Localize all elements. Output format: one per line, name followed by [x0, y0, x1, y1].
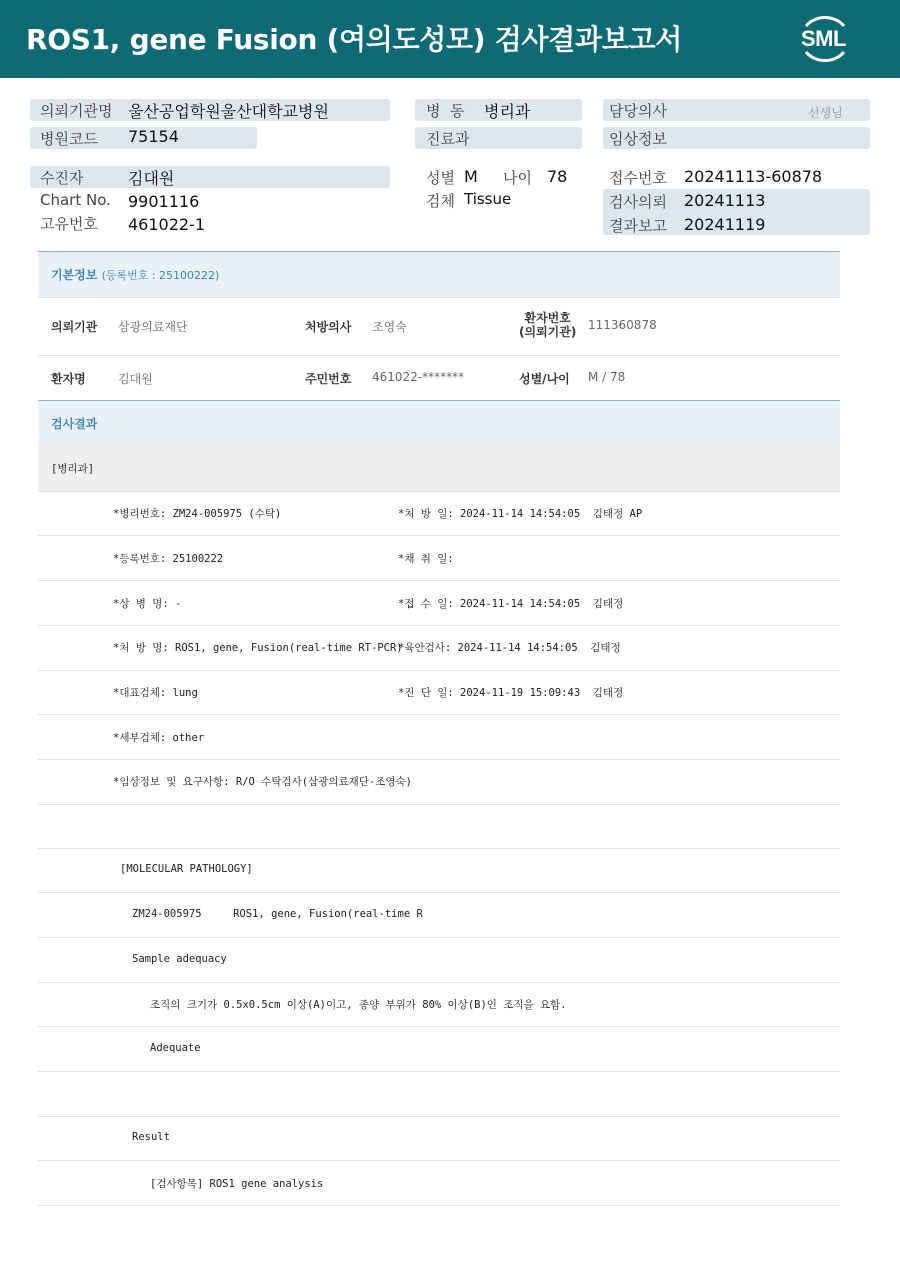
divider — [38, 982, 840, 983]
registration-no: *등록번호: 25100222 — [113, 553, 224, 565]
sex-value: M — [464, 167, 478, 186]
patient-name-value: 김대원 — [128, 169, 175, 188]
adequacy-value: Adequate — [150, 1042, 201, 1054]
sml-logo — [796, 12, 854, 66]
dept-band — [38, 446, 840, 491]
sex-label: 성별 — [426, 169, 455, 187]
ward-value: 병리과 — [484, 102, 531, 121]
patient-name-field-label: 환자명 — [51, 372, 86, 386]
divider — [38, 1071, 840, 1072]
patient-name-label: 수진자 — [40, 169, 84, 187]
age-label: 나이 — [503, 169, 532, 187]
basic-info-title-text: 기본정보 — [51, 268, 98, 282]
report-date-label: 결과보고 — [609, 217, 667, 235]
gross-exam-date: *육안검사: 2024-11-14 14:54:05 김태정 — [398, 642, 621, 654]
department-label: 진료과 — [426, 130, 470, 148]
patient-no-label-line1: 환자번호 — [524, 311, 571, 325]
resident-no-value: 461022-******* — [372, 370, 465, 384]
divider — [38, 1205, 840, 1206]
receipt-date: *접 수 일: 2024-11-14 14:54:05 김태정 — [398, 598, 624, 610]
diagnosis-date: *진 단 일: 2024-11-19 15:09:43 김태정 — [398, 687, 624, 699]
divider — [38, 580, 840, 581]
logo-text: SML — [801, 26, 846, 51]
hospital-code-label: 병원코드 — [40, 130, 98, 148]
chart-no-value: 9901116 — [128, 192, 200, 211]
patient-no-value: 111360878 — [588, 318, 657, 332]
sex-age-value: M / 78 — [588, 370, 626, 384]
unique-no-label: 고유번호 — [40, 215, 98, 233]
sub-specimen: *세부검체: other — [113, 732, 205, 744]
request-date-value: 20241113 — [684, 191, 766, 210]
divider — [38, 1116, 840, 1117]
receipt-no-value: 20241113-60878 — [684, 167, 823, 186]
divider — [38, 937, 840, 938]
dept-label: [병리과] — [51, 463, 95, 475]
divider — [38, 892, 840, 893]
clinical-request: *임상정보 및 요구사항: R/O 수탁검사(삼광의료재단-조영숙) — [113, 776, 413, 788]
patient-name-bar — [30, 166, 390, 188]
divider — [38, 355, 840, 356]
clinical-label: 임상정보 — [609, 130, 667, 148]
specimen-label: 검체 — [426, 192, 455, 210]
adequacy-note: 조직의 크기가 0.5x0.5cm 이상(A)이고, 종양 부위가 80% 이상(B)인 조직을 요함. — [150, 999, 567, 1011]
institution-value: 울산공업학원울산대학교병원 — [128, 102, 329, 121]
prescriber-label: 처방의사 — [305, 320, 352, 334]
institution-label: 의뢰기관명 — [40, 102, 113, 120]
divider — [38, 535, 840, 536]
results-title: 검사결과 — [51, 417, 98, 431]
ref-inst-value: 삼광의료재단 — [118, 320, 188, 334]
divider — [38, 804, 840, 805]
diagnosis-name: *상 병 명: - — [113, 598, 182, 610]
patient-no-label — [519, 311, 576, 339]
specimen-value: Tissue — [464, 190, 512, 208]
ref-inst-label: 의뢰기관 — [51, 320, 98, 334]
divider — [38, 297, 840, 298]
age-value: 78 — [547, 167, 568, 186]
collection-date: *채 취 일: — [398, 553, 454, 565]
resident-no-label: 주민번호 — [305, 372, 352, 386]
hospital-code-value: 75154 — [128, 127, 179, 146]
divider — [38, 848, 840, 849]
divider — [38, 759, 840, 760]
divider — [38, 670, 840, 671]
sample-adequacy-label: Sample adequacy — [132, 953, 227, 965]
doctor-suffix: 선생님 — [808, 106, 843, 120]
divider — [38, 1160, 840, 1161]
chart-no-label: Chart No. — [40, 191, 111, 209]
divider — [38, 491, 840, 492]
report-title: ROS1, gene Fusion (여의도성모) 검사결과보고서 — [26, 23, 682, 56]
report-header — [0, 0, 900, 78]
main-specimen: *대표검체: lung — [113, 687, 198, 699]
prescription-date: *처 방 일: 2024-11-14 14:54:05 김태정 AP — [398, 508, 643, 520]
pathology-no: *병리번호: ZM24-005975 (수탁) — [113, 508, 282, 520]
divider — [38, 714, 840, 715]
molecular-line: ZM24-005975 ROS1, gene, Fusion(real-time R — [132, 908, 423, 920]
prescriber-value: 조영숙 — [372, 320, 407, 334]
request-date-label: 검사의뢰 — [609, 193, 667, 211]
basic-info-title — [51, 266, 219, 283]
molecular-header: [MOLECULAR PATHOLOGY] — [120, 863, 253, 875]
results-band — [38, 401, 840, 446]
receipt-no-label: 접수번호 — [609, 169, 667, 187]
test-item: [검사항목] ROS1 gene analysis — [150, 1178, 324, 1190]
patient-no-label-line2: (의뢰기관) — [519, 325, 577, 339]
unique-no-value: 461022-1 — [128, 215, 206, 234]
doctor-label: 담당의사 — [609, 102, 667, 120]
result-label: Result — [132, 1131, 170, 1143]
report-date-value: 20241119 — [684, 215, 766, 234]
prescription-name: *처 방 명: ROS1, gene, Fusion(real-time RT-PCR) — [113, 642, 403, 654]
sex-age-label: 성별/나이 — [519, 372, 570, 386]
divider — [38, 625, 840, 626]
divider — [38, 1026, 840, 1027]
basic-info-reg-no: (등록번호 : 25100222) — [101, 269, 220, 282]
ward-label: 병 동 — [426, 102, 465, 120]
patient-name-field-value: 김대원 — [118, 372, 153, 386]
